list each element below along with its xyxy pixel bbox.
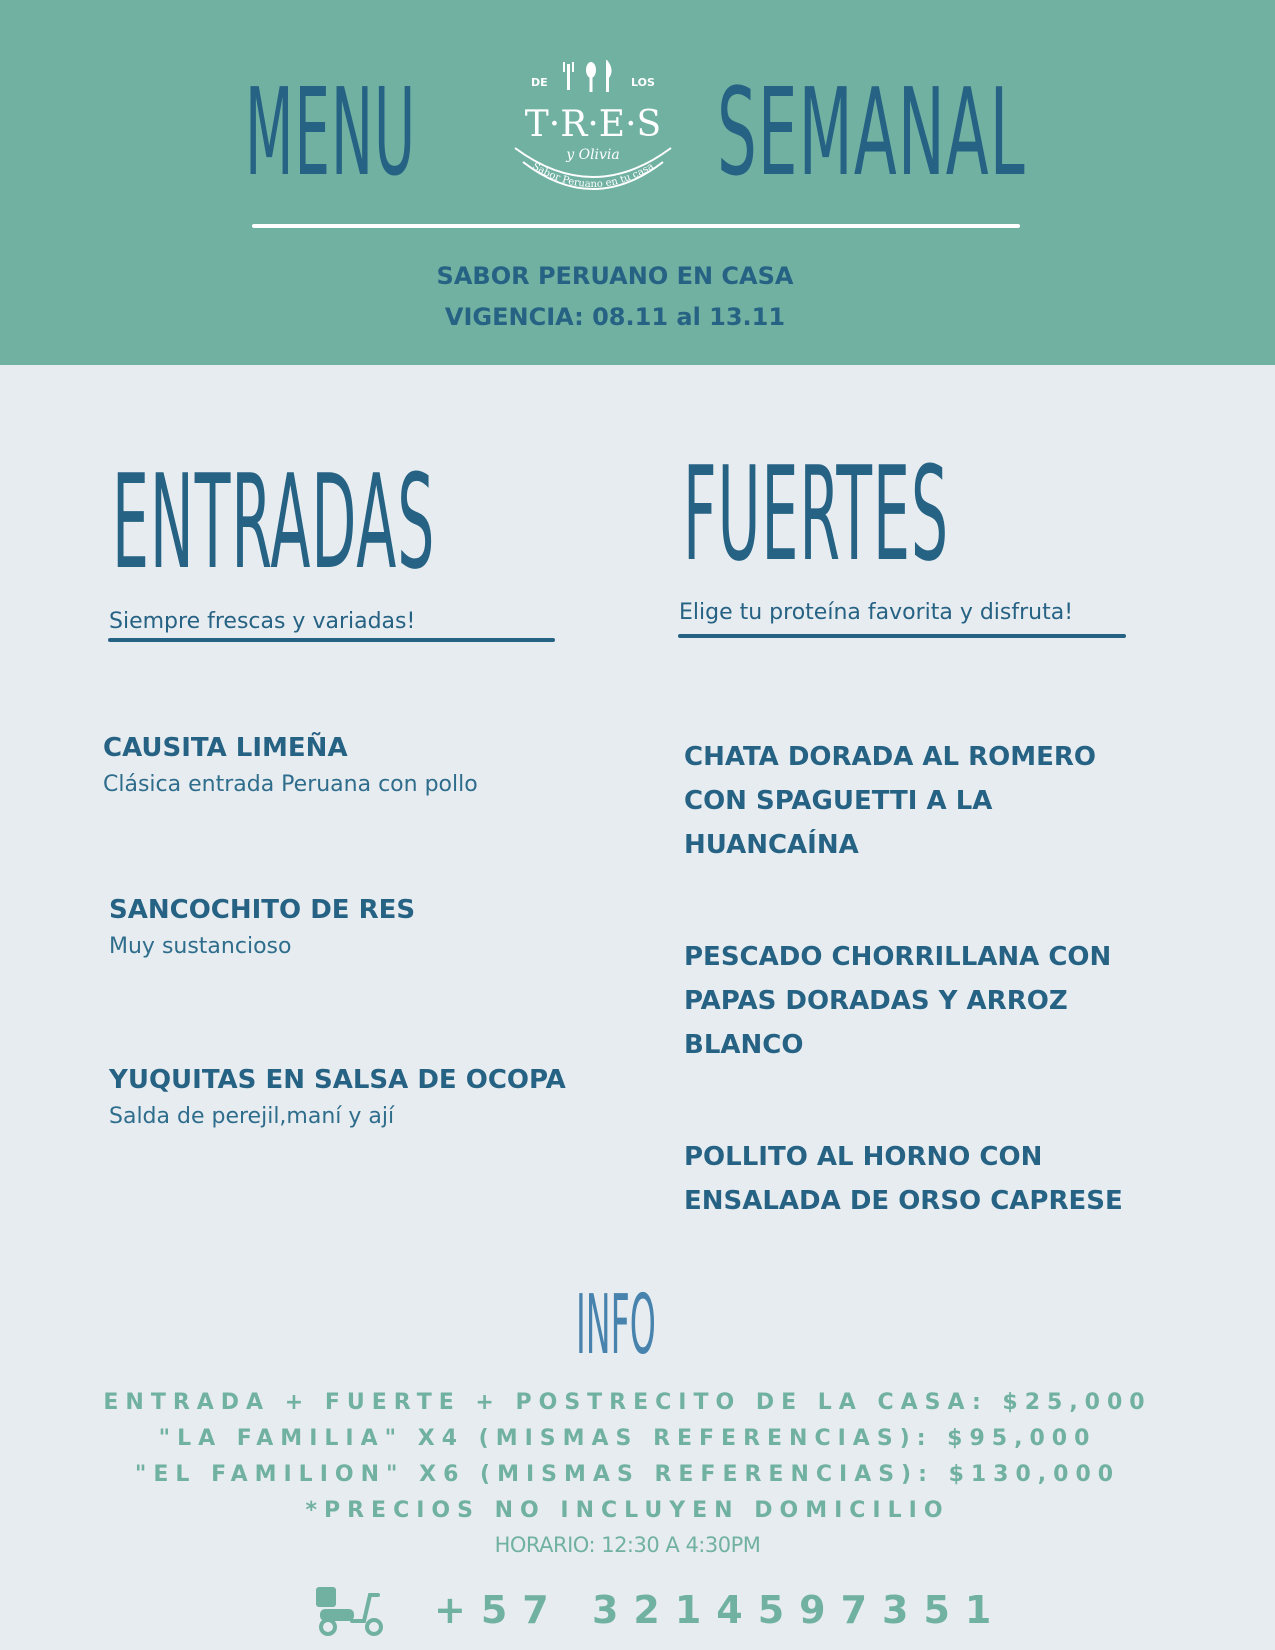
title-semanal: SEMANAL <box>717 64 1026 203</box>
header-band <box>0 0 1275 365</box>
delivery-scooter-icon <box>314 1585 386 1637</box>
entradas-divider <box>108 638 555 642</box>
fuerte-item <box>684 1135 1154 1223</box>
entrada-item <box>109 888 609 962</box>
info-line-combo-price: ENTRADA + FUERTE + POSTRECITO DE LA CASA: $25,000 <box>103 1390 1152 1415</box>
fuertes-subtitle: Elige tu proteína favorita y disfruta! <box>679 600 1074 625</box>
dish-description: Muy sustancioso <box>109 934 292 959</box>
fuerte-item <box>684 735 1154 867</box>
info-line-familia-price: "LA FAMILIA" X4 (MISMAS REFERENCIAS): $95,000 <box>158 1426 1097 1451</box>
validity-dates: VIGENCIA: 08.11 al 13.11 <box>444 303 786 331</box>
dish-name: CHATA DORADA AL ROMERO CON SPAGUETTI A LA HUANCAÍNA <box>684 742 1097 860</box>
title-menu: MENU <box>245 64 417 203</box>
svg-text:LOS: LOS <box>631 76 655 89</box>
fuertes-heading: FUERTES <box>683 438 950 590</box>
info-line-familion-price: "EL FAMILION" X6 (MISMAS REFERENCIAS): $130,000 <box>134 1462 1121 1487</box>
utensils-icon <box>563 60 612 92</box>
header-divider <box>252 224 1020 228</box>
entradas-subtitle: Siempre frescas y variadas! <box>109 609 416 634</box>
svg-text:DE: DE <box>531 76 548 89</box>
svg-text:T·R·E·S: T·R·E·S <box>524 104 662 145</box>
dish-description: Salda de perejil,maní y ají <box>109 1104 395 1129</box>
entradas-heading: ENTRADAS <box>112 446 436 598</box>
dish-description: Clásica entrada Peruana con pollo <box>103 772 478 797</box>
opening-hours: HORARIO: 12:30 A 4:30PM <box>494 1533 761 1557</box>
entrada-item <box>109 1058 569 1132</box>
tagline: SABOR PERUANO EN CASA <box>436 262 794 290</box>
info-heading: INFO <box>576 1278 656 1373</box>
dish-name: SANCOCHITO DE RES <box>109 895 416 925</box>
entrada-item <box>103 726 603 800</box>
svg-text:Sabor Peruano en tu casa: Sabor Peruano en tu casa <box>530 160 656 191</box>
dish-name: CAUSITA LIMEÑA <box>103 733 348 763</box>
svg-text:y Olivia: y Olivia <box>566 147 620 163</box>
dish-name: YUQUITAS EN SALSA DE OCOPA <box>109 1065 566 1095</box>
dish-name: PESCADO CHORRILLANA CON PAPAS DORADAS Y ARROZ BLANCO <box>684 942 1112 1060</box>
fuerte-item <box>684 935 1154 1067</box>
phone-number[interactable]: +57 3214597351 <box>434 1588 1007 1632</box>
dish-name: POLLITO AL HORNO CON ENSALADA DE ORSO CAPRESE <box>684 1142 1123 1216</box>
restaurant-logo <box>505 56 681 206</box>
info-line-delivery-note: *PRECIOS NO INCLUYEN DOMICILIO <box>305 1498 950 1523</box>
fuertes-divider <box>678 634 1126 638</box>
